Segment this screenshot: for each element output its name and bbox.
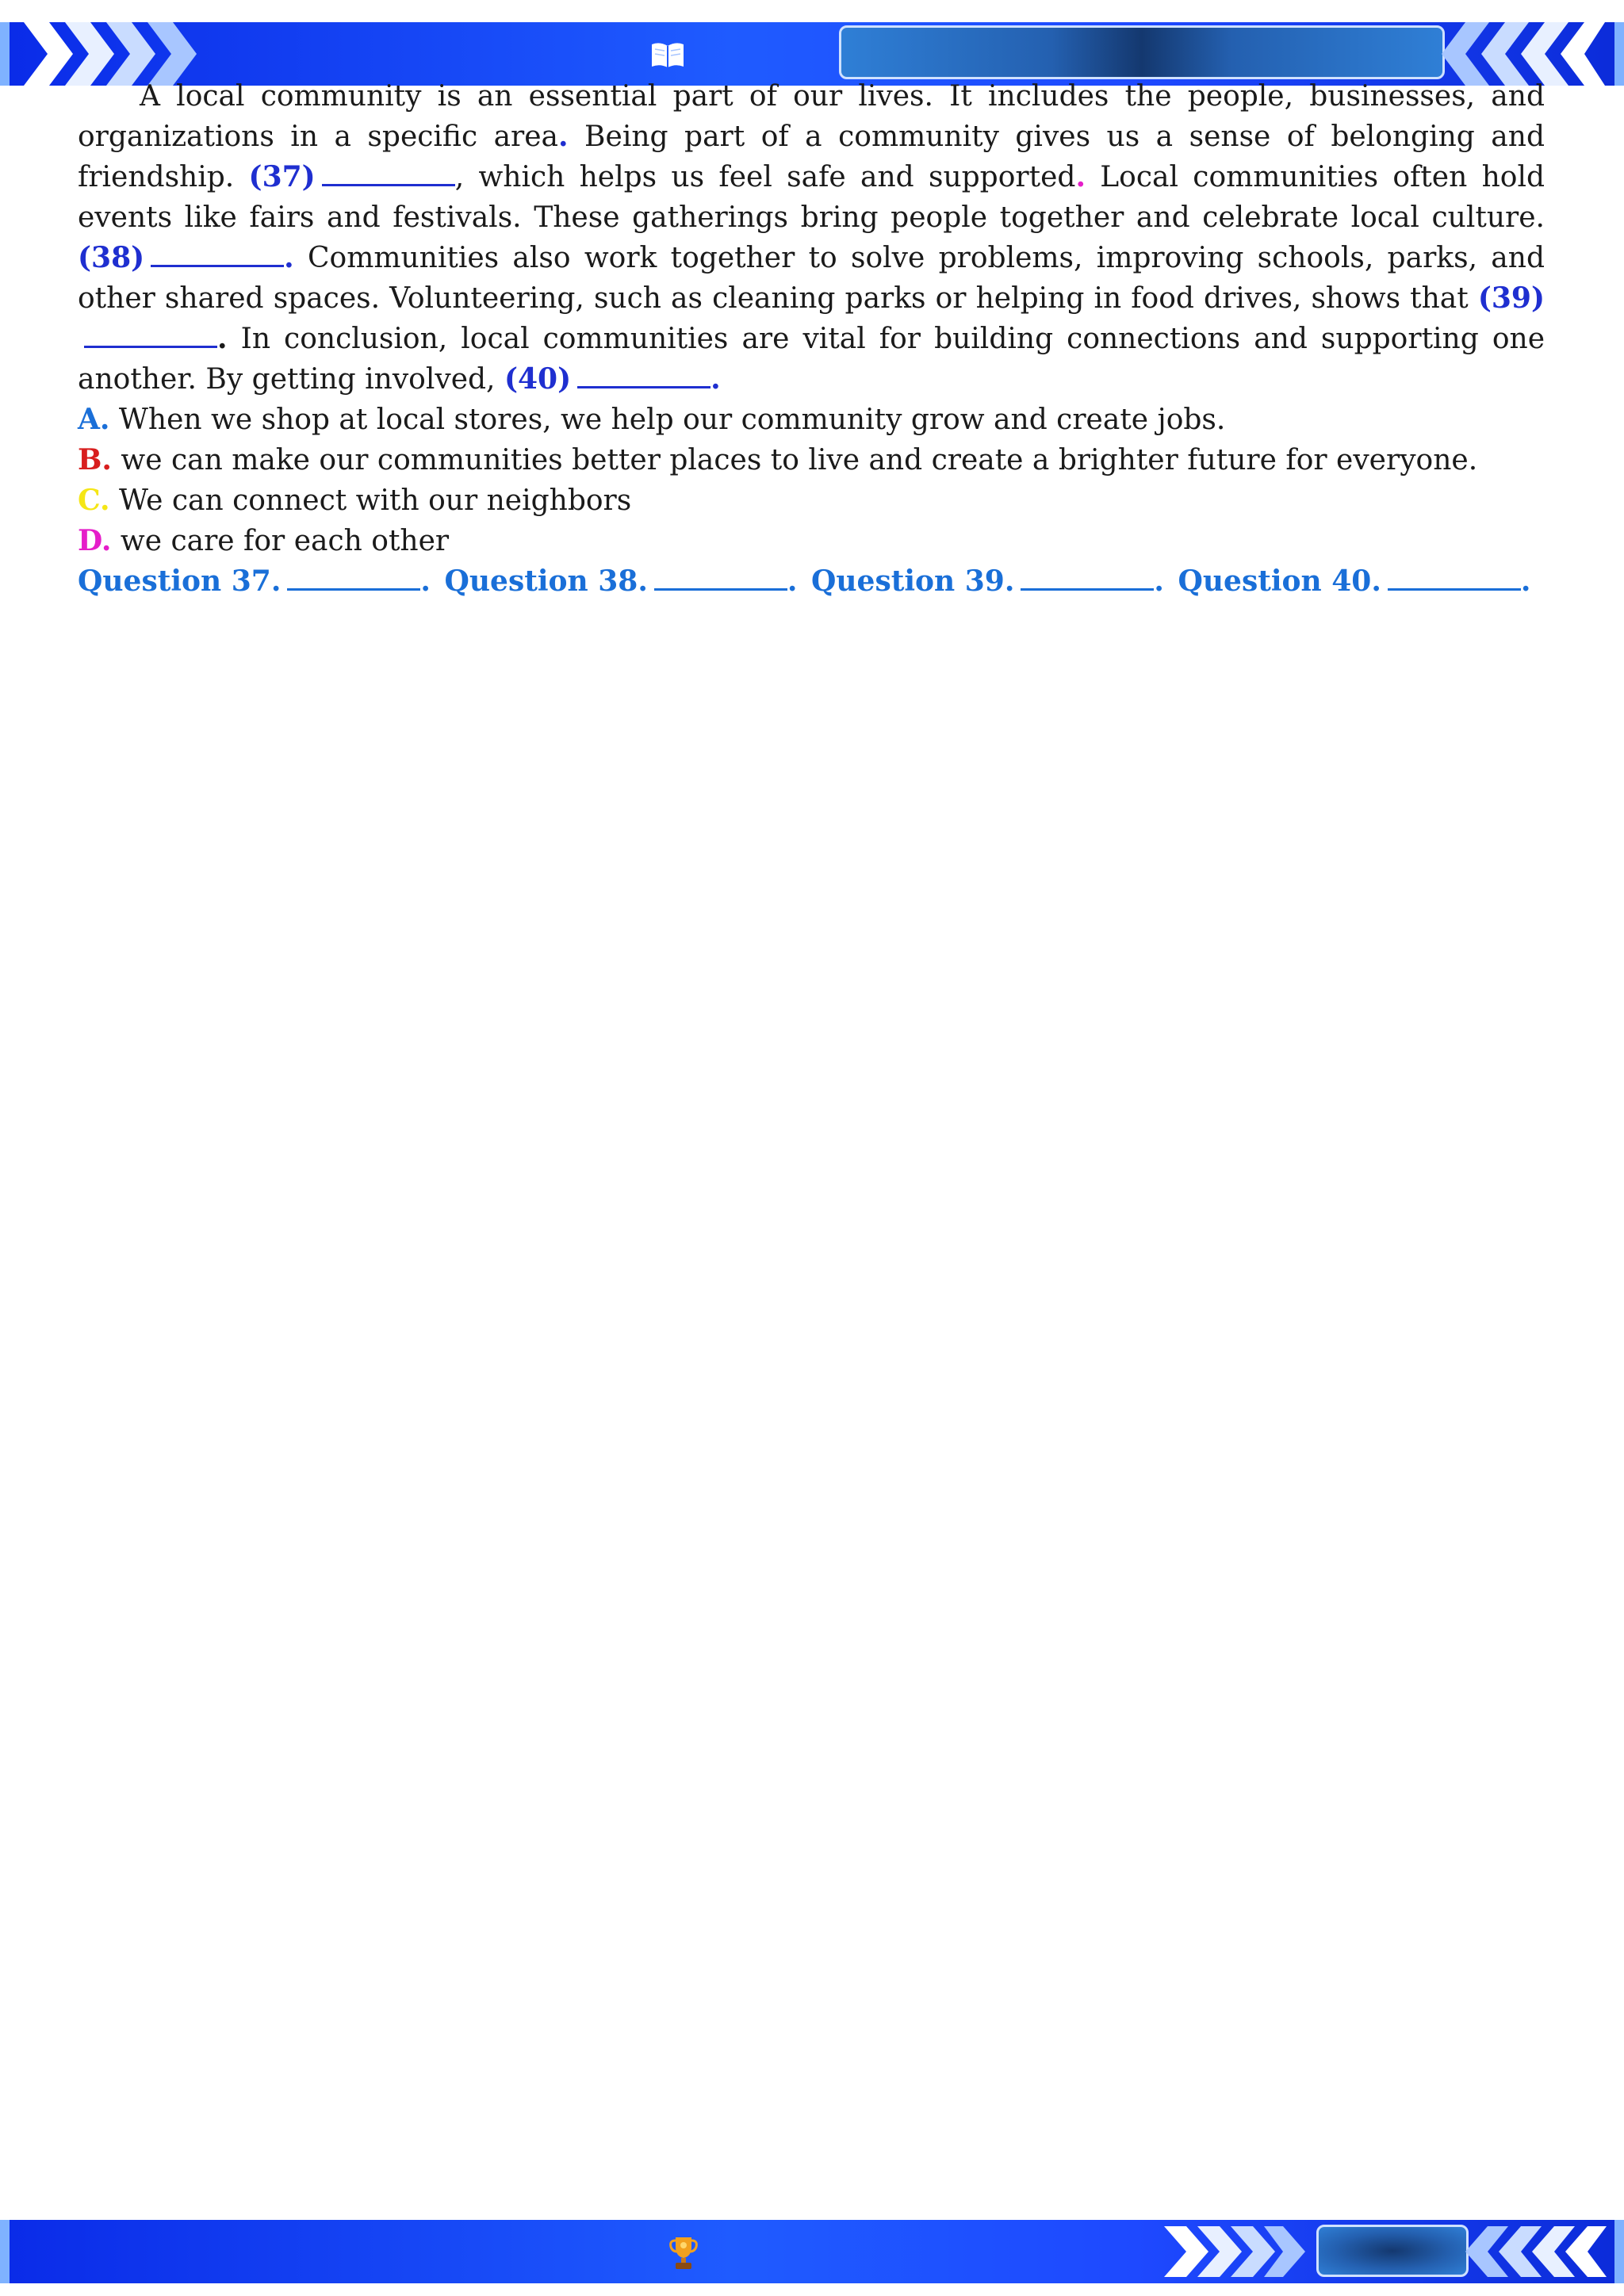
reading-passage bbox=[78, 76, 1545, 400]
option-c[interactable] bbox=[78, 480, 1545, 521]
answer-39-field[interactable] bbox=[1021, 564, 1154, 591]
option-d-text: we care for each other bbox=[111, 525, 450, 557]
answer-38 bbox=[445, 561, 812, 602]
blank-39-line[interactable] bbox=[84, 322, 217, 348]
passage-text: A local community is an essential part of our lives. It includes the people, businesses, and organizations in a specific area bbox=[78, 80, 1545, 153]
answer-37-field[interactable] bbox=[287, 564, 420, 591]
trophy-icon bbox=[668, 2234, 699, 2271]
option-a-letter: A. bbox=[78, 403, 110, 436]
answer-40-end: . bbox=[1520, 564, 1531, 598]
header-edge-left bbox=[0, 22, 10, 86]
passage-text: Communities also work together to solve problems, improving schools, parks, and other shared spaces. Volunteering, such as cleaning parks or helping in food drives, shows that bbox=[78, 242, 1545, 315]
exercise-content bbox=[78, 76, 1545, 602]
option-c-text: We can connect with our neighbors bbox=[109, 484, 632, 517]
footer-banner bbox=[0, 2220, 1624, 2283]
passage-dot: . bbox=[217, 322, 228, 355]
answer-37-label: Question 37. bbox=[78, 564, 282, 598]
option-d[interactable] bbox=[78, 521, 1545, 561]
answer-37 bbox=[78, 561, 445, 602]
answer-38-field[interactable] bbox=[654, 564, 787, 591]
answer-38-label: Question 38. bbox=[444, 564, 648, 598]
option-a[interactable] bbox=[78, 400, 1545, 440]
passage-dot: . bbox=[1075, 160, 1086, 193]
option-b-letter: B. bbox=[78, 443, 112, 476]
option-c-letter: C. bbox=[78, 484, 110, 517]
blank-40-label: (40) bbox=[504, 362, 572, 396]
answer-39-end: . bbox=[1154, 564, 1164, 598]
option-b-text: we can make our communities better places to live and create a brighter future for everyone. bbox=[111, 444, 1478, 476]
passage-text: Being part of a community gives us a sense of belonging and friendship. bbox=[78, 121, 1545, 193]
option-d-letter: D. bbox=[78, 524, 112, 557]
passage-dot: . bbox=[558, 120, 569, 153]
blank-38-label: (38) bbox=[78, 241, 145, 274]
blank-40-line[interactable] bbox=[577, 362, 710, 388]
answer-row bbox=[78, 561, 1545, 602]
passage-text: Local communities often hold events like fairs and festivals. These gatherings bring people together and celebrate local culture. bbox=[78, 161, 1545, 234]
blank-39-label: (39) bbox=[1477, 281, 1545, 315]
footer-edge-right bbox=[1614, 2220, 1624, 2283]
answer-38-end: . bbox=[787, 564, 798, 598]
blank-38-line[interactable] bbox=[151, 241, 284, 267]
blank-37-line[interactable] bbox=[322, 160, 455, 186]
passage-text: , which helps us feel safe and supported bbox=[454, 161, 1076, 193]
answer-40-label: Question 40. bbox=[1178, 564, 1381, 598]
header-title-panel bbox=[839, 25, 1445, 79]
chevron-left-decor-icon bbox=[1465, 2220, 1608, 2283]
passage-dot: . bbox=[710, 362, 721, 396]
answer-39-label: Question 39. bbox=[811, 564, 1015, 598]
passage-dot: . bbox=[284, 241, 294, 274]
footer-edge-left bbox=[0, 2220, 10, 2283]
answer-39 bbox=[811, 561, 1178, 602]
answer-37-end: . bbox=[420, 564, 431, 598]
blank-37-label: (37) bbox=[248, 160, 316, 193]
header-edge-right bbox=[1614, 22, 1624, 86]
open-book-icon bbox=[650, 41, 685, 70]
option-b[interactable] bbox=[78, 440, 1545, 480]
option-a-text: When we shop at local stores, we help our community grow and create jobs. bbox=[109, 404, 1226, 436]
passage-text: In conclusion, local communities are vital for building connections and supporting one another. By getting involved, bbox=[78, 323, 1545, 396]
answer-40-field[interactable] bbox=[1388, 564, 1521, 591]
footer-panel bbox=[1316, 2225, 1469, 2277]
chevron-right-decor-icon bbox=[1164, 2220, 1307, 2283]
answer-40 bbox=[1178, 561, 1545, 602]
